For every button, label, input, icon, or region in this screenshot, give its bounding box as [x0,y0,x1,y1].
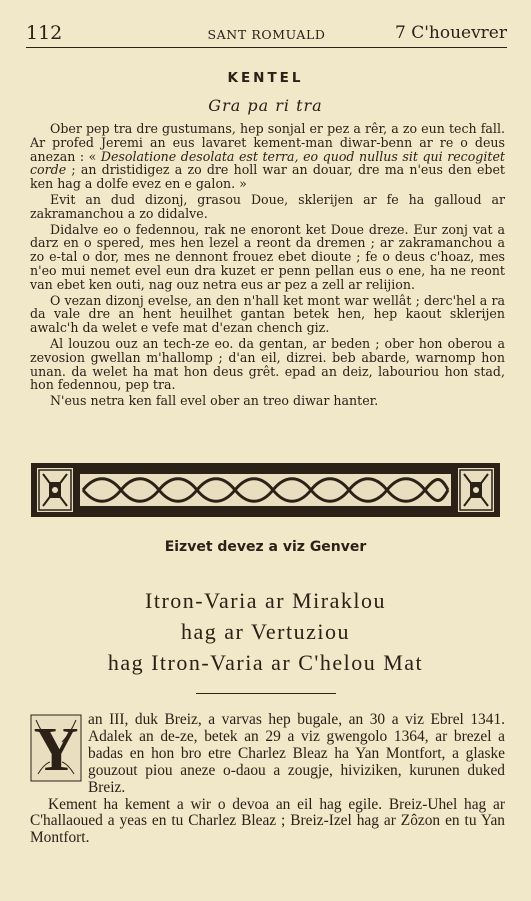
dropcap-ornament [30,714,82,782]
lesson-paragraph: Evit an dud dizonj, grasou Doue, sklerijen ar fe ha galloud ar zakramanchou a zo didalve. [30,191,505,221]
lesson-text [30,122,505,410]
corner-ornament-right [458,468,494,512]
title-rule [196,693,336,694]
story-paragraph: Kement ha kement a wir o devoa an eil hag egile. Breiz-Uhel hag ar C'hallaoued a yeas en tu Charlez Bleaz ; Breiz-Izel hag ar Zôzon en tu Yan Montfort. [30,795,505,847]
lesson-paragraph: N'eus netra ken fall evel ober an treo diwar hanter. [50,393,379,409]
celtic-knot-band [79,473,452,507]
running-title: SANT ROMUALD [207,27,326,42]
lesson-paragraph: Ober pep tra dre gustumans, hep sonjal er pez a rêr, a zo eun tech fall. Ar profed Jeremi an eus lavaret kement-man diwar-benn ar re o deus anezan : « Desolatione desolata est terra, eo quod nullus sit qui recogitet corde ; an dristidigez a zo dre holl war an douar, dre ma n'eus den ebet ken hag a dolfe evez en e galon. » [30,121,505,192]
feast-title-line: hag ar Vertuziou [181,619,350,644]
header-rule [26,47,507,48]
dropcap-letter: Y [33,716,79,782]
feast-title-line: hag Itron-Varia ar C'helou Mat [107,650,424,675]
page-number: 112 [26,22,63,44]
lesson-paragraph: Al louzou ouz an tech-ze eo. da gentan, ar beden ; ober hon oberou a zevosion gwellan m'hallomp ; d'an eil, dizrei. beb abarde, warnomp hon unan. da welet ha mat hon deus grêt. epad an deiz, labouriou hon stad, hon fedennou, pep tra. [30,335,505,393]
story-paragraph: an III, duk Breiz, a varvas hep bugale, an 30 a viz Ebrel 1341. Adalek an de-ze, betek an 29 a viz gwengolo 1364, ar brezel a badas en hon bro etre Charlez Bleaz ha Yan Montfort, a glaske gouzout piou aneze o-daou a zougje, hiviziken, kurunen duked Breiz. [88,711,505,796]
section-title: KENTEL [227,70,304,86]
latin-quote: Desolatione desolata est terra, eo quod nullus sit qui recogitet corde [30,148,505,178]
running-header [26,22,507,48]
feast-title-line: Itron-Varia ar Miraklou [145,588,386,613]
corner-ornament-left [37,468,73,512]
header-date: 7 C'houevrer [394,23,507,43]
lesson-paragraph: Didalve eo o fedennou, rak ne enoront ket Doue dreze. Eur zonj vat a darz en o spered, mes hen lezel a reont da dremen ; ar zakramanchou a zo e-tal o dor, mes ne dennont frouez ebet dioute ; fe o deus c'hoaz, mes n'eo mui nemet evel eun dra kuzet er penn pellan eus o ene, ha ne reont van ebet ken outi, nag ouz netra eus ar pez a zell ar relijion. [30,221,505,292]
saint-day-heading: Eizvet devez a viz Genver [164,539,367,555]
ornamental-banner [31,463,500,517]
lesson-paragraph: O vezan dizonj evelse, an den n'hall ket mont war wellât ; derc'hel a ra da vale dre an hent heuilhet gantan betek hen, hep kaout sklerijen awalc'h da welet e vefe mat d'ezan chench giz. [30,292,505,336]
story-text [30,712,505,847]
section-subtitle: Gra pa ri tra [208,96,323,115]
